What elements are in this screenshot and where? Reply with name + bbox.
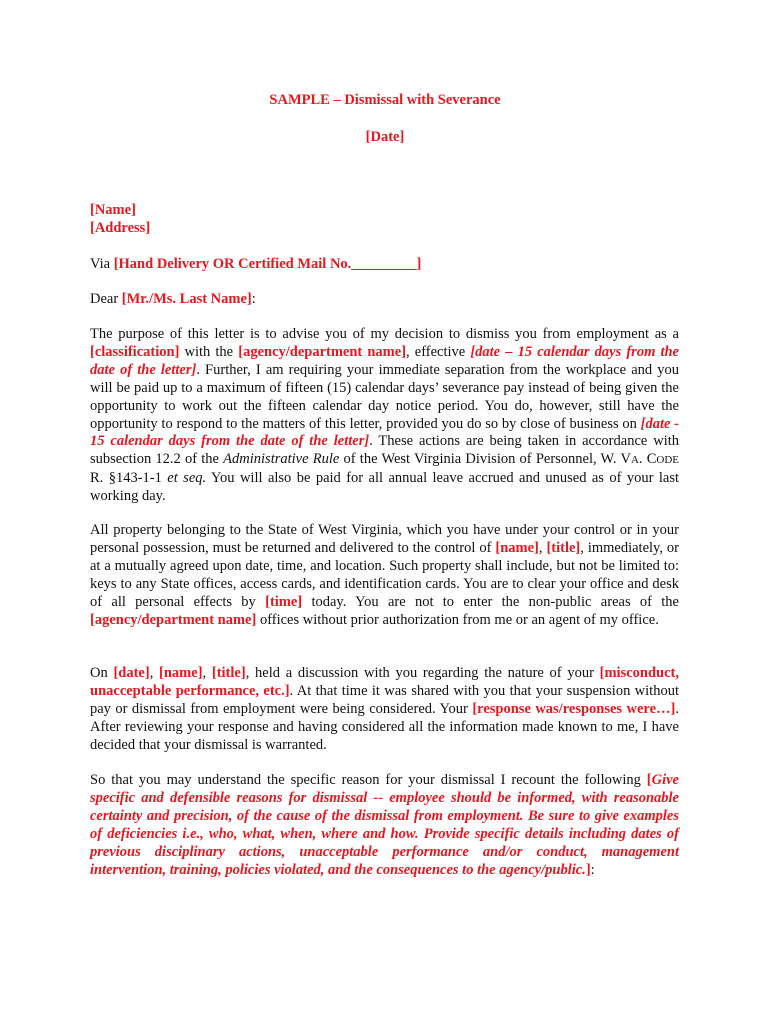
paragraph-purpose bbox=[90, 326, 679, 506]
text-run: The purpose of this letter is to advise you of my decision to dismiss you from employment as a bbox=[90, 326, 679, 342]
rule-title: Administrative Rule bbox=[223, 451, 340, 468]
recipient-name-placeholder: [Mr./Ms. Last Name] bbox=[121, 291, 252, 307]
text-run: . At that time it was shared with you that your suspension without pay or dismissal from employment were being considered. Your bbox=[90, 682, 679, 717]
text-run: R. §143-1-1 bbox=[90, 470, 168, 487]
reasons-instruction-placeholder: Give specific and defensible reasons for dismissal -- employee should be informed, with reasonable certainty and precision, of the cause of the dismissal from employment. Be sure to give examples of deficiencies i.e., who, what, when, where and how. Provide specific details including dates of previous disciplinary actions, unacceptable performance and/or conduct, management intervention, training, policies violated, and the consequences to the agency/public. bbox=[90, 772, 679, 878]
text-run: . After reviewing your response and having considered all the information made known to me, I have decided that your dismissal is warranted. bbox=[90, 700, 679, 753]
text-run: On bbox=[90, 665, 114, 681]
agency-placeholder-inline: [agency/department name] bbox=[90, 611, 257, 628]
text-run: with the bbox=[179, 343, 239, 360]
agency-placeholder: [agency/department name] bbox=[238, 343, 407, 360]
et-seq: et seq. bbox=[167, 470, 207, 487]
document-title: SAMPLE – Dismissal with Severance bbox=[269, 92, 501, 108]
text-run: , effective bbox=[406, 343, 471, 360]
text-run: , held a discussion with you regarding the nature of your bbox=[245, 665, 600, 681]
small-caps-run: ODE bbox=[656, 454, 680, 467]
discussion-date-placeholder: [date] bbox=[113, 665, 150, 681]
small-caps-run: A bbox=[630, 454, 639, 467]
name-placeholder: [Name] bbox=[90, 202, 136, 218]
text-run: , bbox=[202, 665, 212, 681]
delivery-method-line bbox=[90, 255, 680, 273]
text-run: , immediately, or at a mutually agreed upon date, time, and location. Such property shall include, but not be limited to: keys to any State offices, access cards, and identification cards. You are to clear your office and desk of all personal effects by bbox=[90, 539, 679, 610]
title-placeholder-inline: [title] bbox=[546, 539, 581, 556]
time-placeholder: [time] bbox=[265, 593, 303, 610]
text-run: . These actions are being taken in accordance with subsection 12.2 of the bbox=[90, 433, 679, 468]
date-placeholder: [Date] bbox=[365, 129, 405, 145]
name-placeholder-inline: [name] bbox=[495, 539, 539, 556]
text-run: So that you may understand the specific reason for your dismissal I recount the following bbox=[90, 772, 647, 788]
text-run: All property belonging to the State of West Virginia, which you have under your control or in your personal possession, must be returned and delivered to the control of bbox=[90, 522, 679, 556]
text-run: : bbox=[590, 861, 595, 878]
misconduct-placeholder: [misconduct, unacceptable performance, etc.] bbox=[90, 665, 679, 699]
bracket-close: ] bbox=[585, 861, 591, 878]
paragraph-property bbox=[90, 522, 679, 629]
address-placeholder: [Address] bbox=[90, 220, 151, 236]
text-run: . C bbox=[638, 451, 657, 468]
paragraph-reasons bbox=[90, 772, 679, 879]
discussion-name-placeholder: [name] bbox=[159, 665, 203, 681]
response-date-placeholder: [date - 15 calendar days from the date of the letter] bbox=[90, 415, 679, 450]
salutation-prefix: Dear bbox=[90, 291, 122, 307]
classification-placeholder: [classification] bbox=[90, 343, 180, 360]
paragraph-discussion bbox=[90, 665, 679, 755]
text-run: of the West Virginia Division of Personnel, W. V bbox=[339, 451, 631, 468]
text-run: , bbox=[538, 539, 547, 556]
text-run: You will also be paid for all annual leave accrued and unused as of your last working day. bbox=[90, 470, 679, 505]
bracket-open: [ bbox=[646, 772, 652, 788]
delivery-method-placeholder: [Hand Delivery OR Certified Mail No._________] bbox=[113, 256, 422, 272]
text-run: . Further, I am requiring your immediate separation from the workplace and you will be paid up to a maximum of fifteen (15) calendar days’ severance pay instead of being given the opportunity to work out the fifteen calendar day notice period. You do, however, still have the opportunity to respond to the matters of this letter, provided you do so by close of business on bbox=[90, 361, 679, 432]
text-run: today. You are not to enter the non-public areas of the bbox=[302, 593, 679, 610]
discussion-title-placeholder: [title] bbox=[211, 665, 246, 681]
text-run: , bbox=[149, 665, 160, 681]
text-run: offices without prior authorization from me or an agent of my office. bbox=[256, 611, 659, 628]
salutation bbox=[90, 290, 680, 308]
via-label: Via bbox=[90, 256, 114, 272]
effective-date-placeholder: [date – 15 calendar days from the date of the letter] bbox=[90, 343, 679, 378]
response-placeholder: [response was/responses were…] bbox=[472, 700, 676, 717]
salutation-suffix: : bbox=[251, 291, 256, 307]
